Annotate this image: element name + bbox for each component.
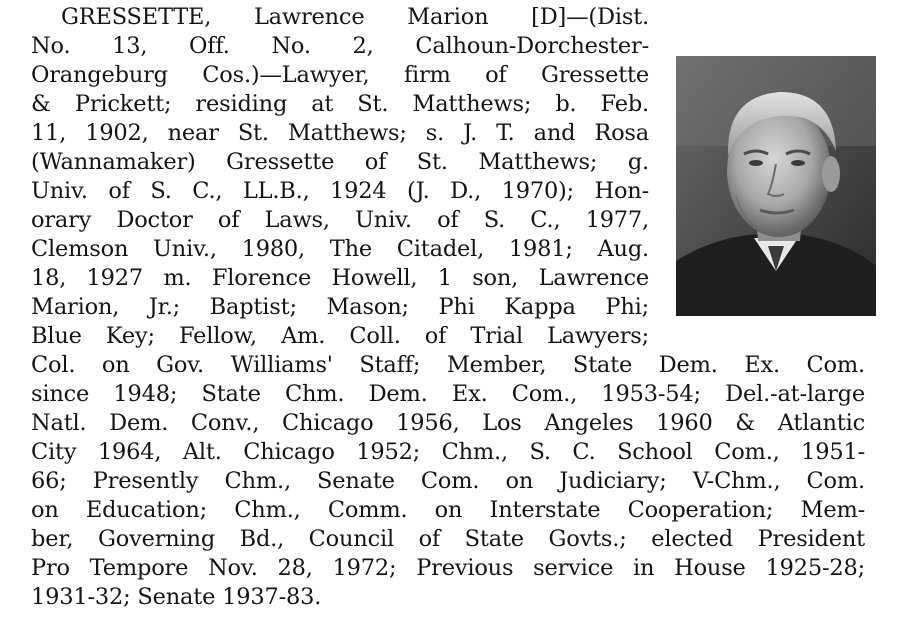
bio-line-4: & Prickett; residing at St. Matthews; b. Feb. xyxy=(31,91,649,117)
bio-line-16: City 1964, Alt. Chicago 1952; Chm., S. C. School Com., 1951- xyxy=(31,439,865,465)
bio-line-11: Marion, Jr.; Baptist; Mason; Phi Kappa Phi; xyxy=(31,294,649,320)
bio-line-2: No. 13, Off. No. 2, Calhoun-Dorchester- xyxy=(31,33,649,59)
bio-line-14: since 1948; State Chm. Dem. Ex. Com., 1953-54; Del.-at-large xyxy=(31,381,865,407)
bio-line-6: (Wannamaker) Gressette of St. Matthews; g. xyxy=(31,149,649,175)
bio-line-9: Clemson Univ., 1980, The Citadel, 1981; Aug. xyxy=(31,236,649,262)
bio-line-5: 11, 1902, near St. Matthews; s. J. T. and Rosa xyxy=(31,120,649,146)
bio-line-19: ber, Governing Bd., Council of State Govts.; elected President xyxy=(31,526,865,552)
portrait-photo-icon xyxy=(676,56,876,316)
bio-line-18: on Education; Chm., Comm. on Interstate Cooperation; Mem- xyxy=(31,497,865,523)
bio-line-21: 1931-32; Senate 1937-83. xyxy=(31,584,322,610)
bio-line-15: Natl. Dem. Conv., Chicago 1956, Los Angeles 1960 & Atlantic xyxy=(31,410,865,436)
bio-line-17: 66; Presently Chm., Senate Com. on Judiciary; V-Chm., Com. xyxy=(31,468,865,494)
bio-line-7: Univ. of S. C., LL.B., 1924 (J. D., 1970); Hon- xyxy=(31,178,649,204)
bio-line-8: orary Doctor of Laws, Univ. of S. C., 1977, xyxy=(31,207,649,233)
bio-line-10: 18, 1927 m. Florence Howell, 1 son, Lawrence xyxy=(31,265,649,291)
bio-line-12: Blue Key; Fellow, Am. Coll. of Trial Lawyers; xyxy=(31,323,649,349)
bio-line-20: Pro Tempore Nov. 28, 1972; Previous service in House 1925-28; xyxy=(31,555,865,581)
bio-line-13: Col. on Gov. Williams' Staff; Member, State Dem. Ex. Com. xyxy=(31,352,865,378)
bio-line-3: Orangeburg Cos.)—Lawyer, firm of Gressette xyxy=(31,62,649,88)
bio-line-1: GRESSETTE, Lawrence Marion [D]—(Dist. xyxy=(61,4,649,30)
